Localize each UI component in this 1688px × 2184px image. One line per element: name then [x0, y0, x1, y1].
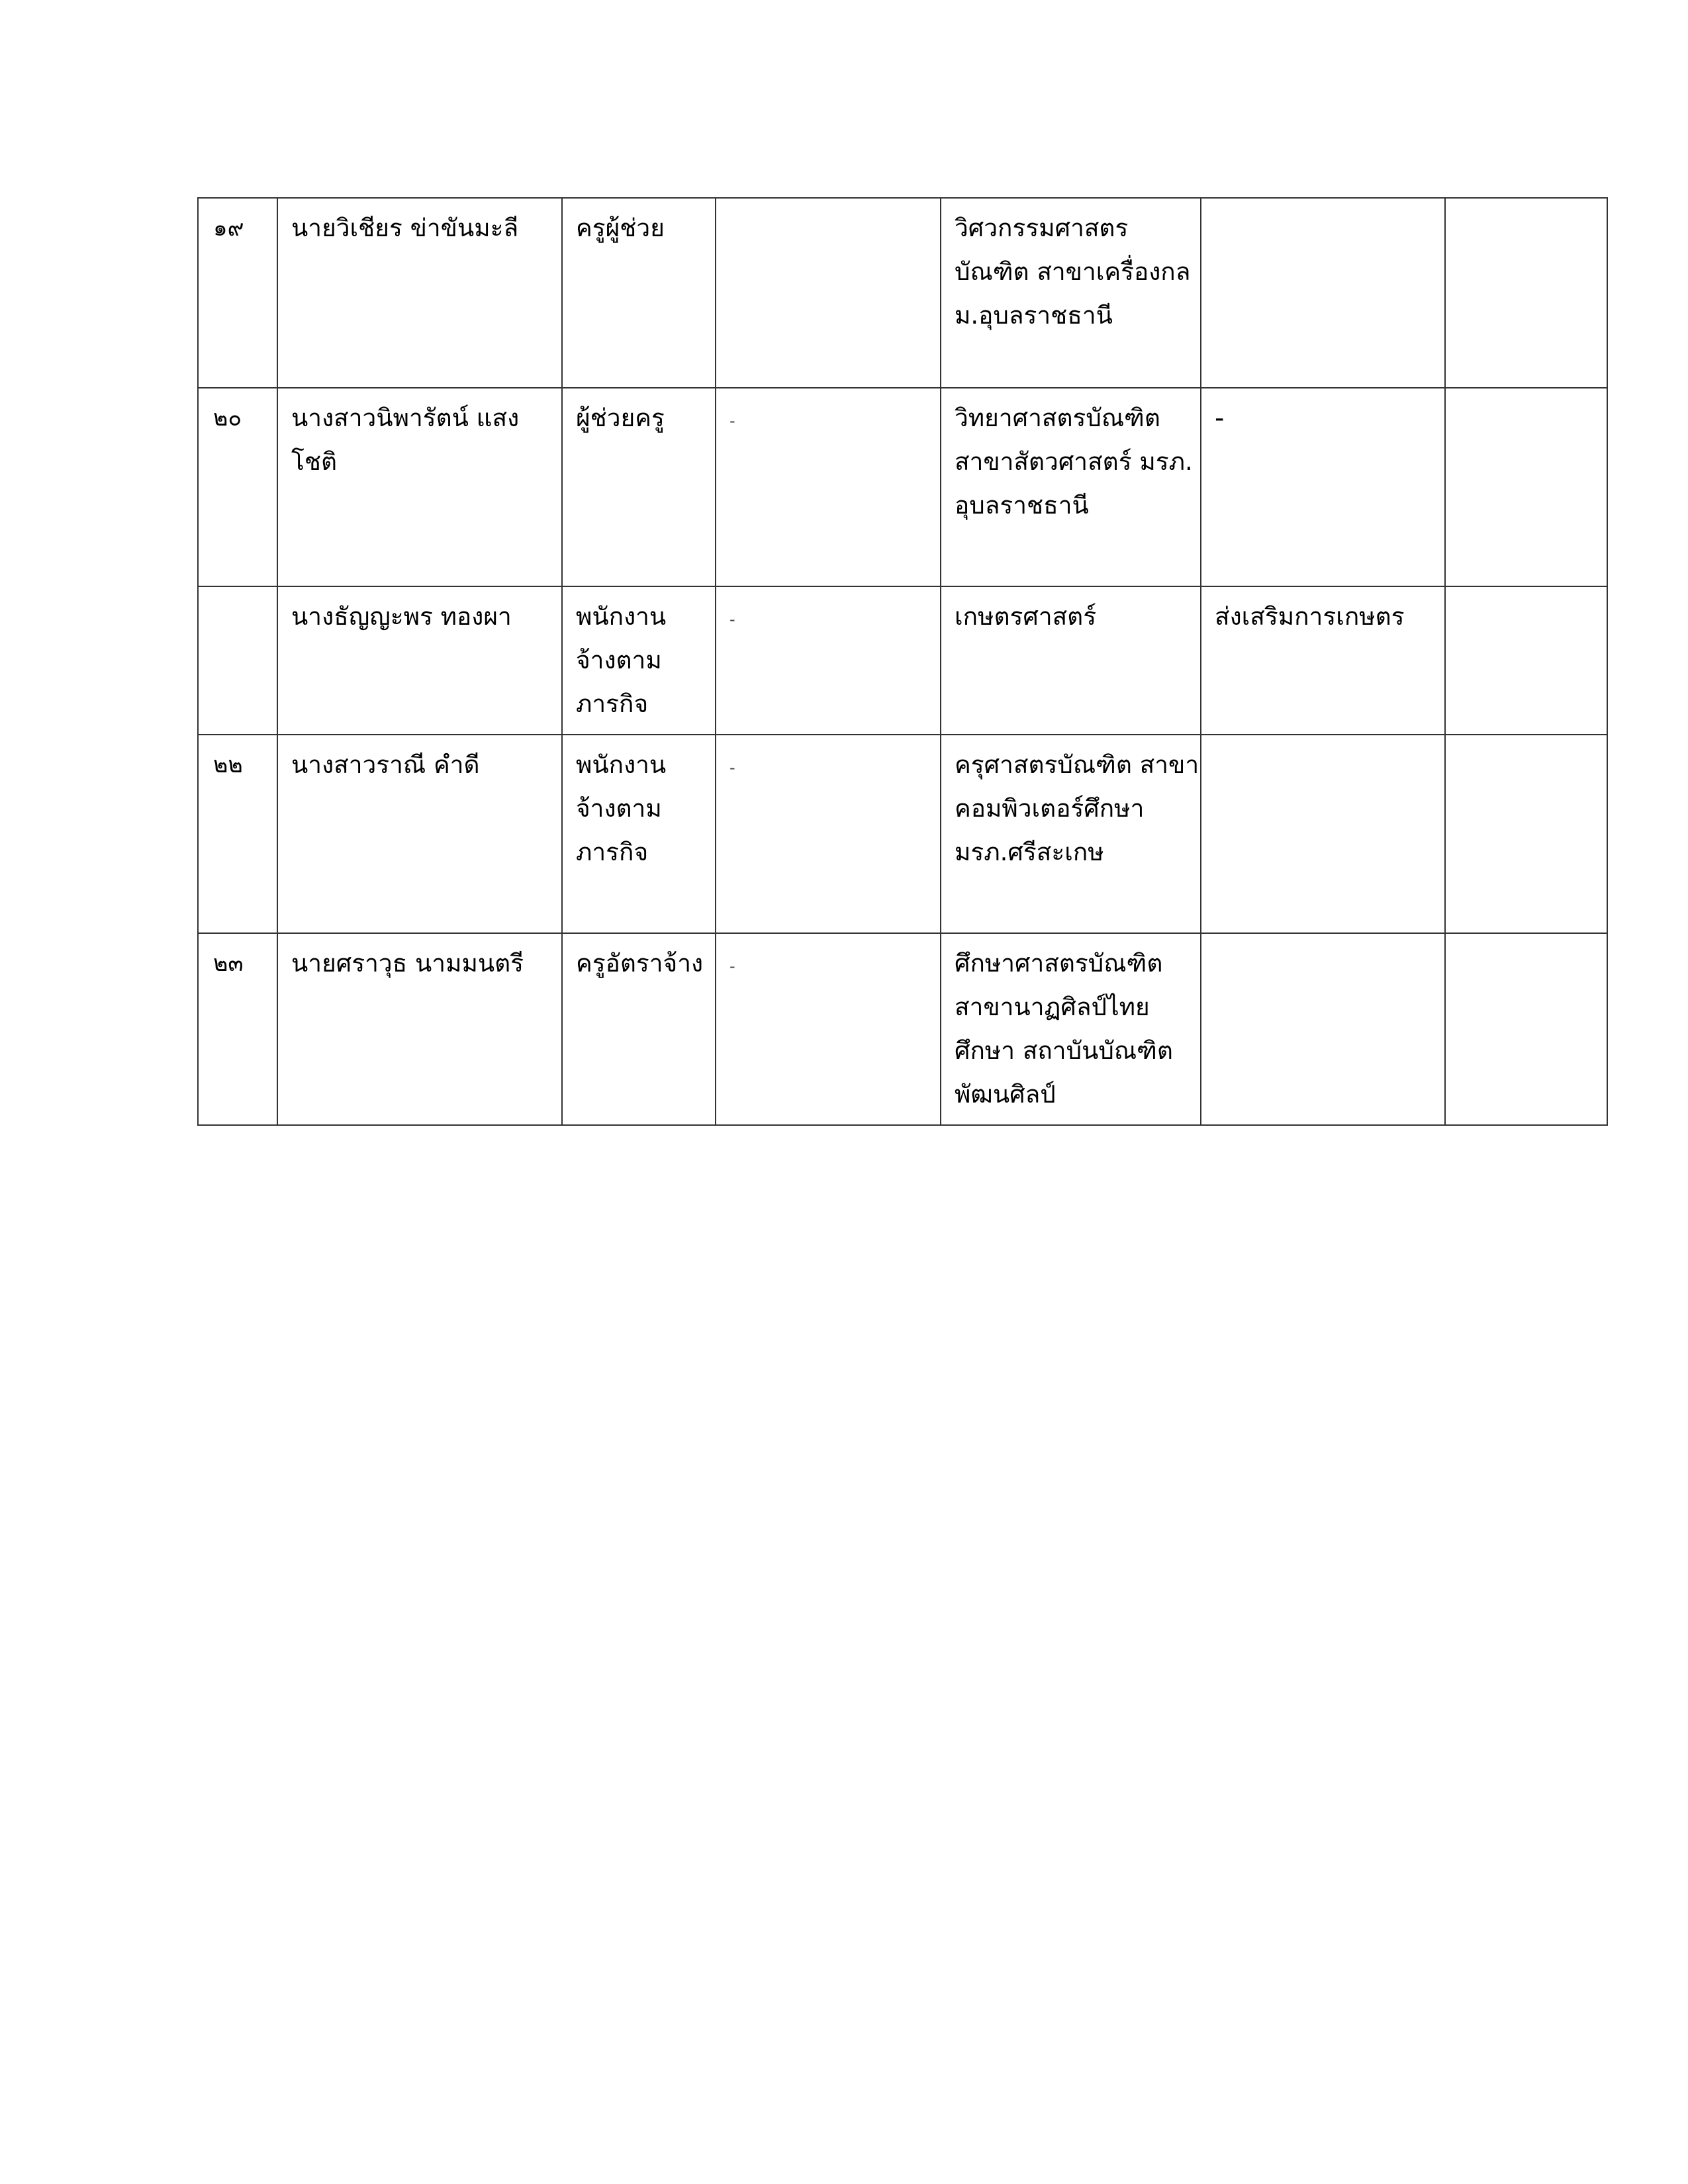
column-7-cell [1445, 198, 1607, 388]
education-line: สาขาสัตวศาสตร์ มรภ. [955, 447, 1193, 476]
name-line: นางธัญญะพร ทองผา [291, 602, 512, 631]
name-cell [277, 933, 562, 1125]
column-7-cell [1445, 586, 1607, 735]
education-line: บัณฑิต สาขาเครื่องกล [955, 257, 1191, 286]
education-line: อุบลราชธานี [955, 491, 1089, 520]
education-cell [941, 933, 1201, 1125]
column-6-cell [1201, 735, 1445, 933]
column-6-cell [1201, 388, 1445, 586]
education-line: ครุศาสตรบัณฑิต สาขา [955, 751, 1199, 779]
position-cell [562, 586, 716, 735]
column-4-cell [716, 933, 941, 1125]
position-line: จ้างตาม [576, 794, 662, 823]
position-line: พนักงาน [576, 602, 667, 631]
column-4-cell [716, 586, 941, 735]
position-line: จ้างตาม [576, 646, 662, 674]
name-cell [277, 388, 562, 586]
column-6-cell [1201, 198, 1445, 388]
dash-mark: - [1215, 403, 1225, 433]
education-cell [941, 198, 1201, 388]
position-line: ภารกิจ [576, 838, 649, 866]
table-row [198, 198, 1607, 388]
education-line: มรภ.ศรีสะเกษ [955, 838, 1104, 866]
position-line: ครูอัตราจ้าง [576, 949, 704, 978]
column-7-cell [1445, 735, 1607, 933]
name-cell [277, 198, 562, 388]
table-row [198, 586, 1607, 735]
name-line: โชติ [291, 447, 338, 476]
column-7-cell [1445, 388, 1607, 586]
position-cell [562, 388, 716, 586]
name-line: นายวิเชียร ข่าขันมะลี [291, 214, 519, 242]
dash-mark: - [729, 610, 735, 629]
name-line: นางสาวนิพารัตน์ แสง [291, 404, 520, 432]
position-line: ภารกิจ [576, 690, 649, 718]
position-cell [562, 735, 716, 933]
position-line: ครูผู้ช่วย [576, 214, 665, 242]
position-cell [562, 198, 716, 388]
education-line: คอมพิวเตอร์ศึกษา [955, 794, 1145, 823]
education-line: เกษตรศาสตร์ [955, 602, 1097, 631]
education-line: สาขานาฏศิลป์ไทย [955, 993, 1150, 1021]
position-cell [562, 933, 716, 1125]
name-cell [277, 586, 562, 735]
dash-mark: - [729, 957, 735, 976]
education-cell [941, 586, 1201, 735]
education-line: ม.อุบลราชธานี [955, 301, 1113, 330]
position-line: พนักงาน [576, 751, 667, 779]
column-7-cell [1445, 933, 1607, 1125]
education-line: วิทยาศาสตรบัณฑิต [955, 404, 1160, 432]
dash-mark: - [729, 412, 735, 430]
column-4-cell [716, 388, 941, 586]
row-number-cell: ๒๒ [198, 735, 277, 933]
dash-mark: - [729, 758, 735, 777]
column-4-cell [716, 198, 941, 388]
table-row [198, 388, 1607, 586]
column-6-cell: ส่งเสริมการเกษตร [1201, 586, 1445, 735]
row-number-cell [198, 586, 277, 735]
name-line: นางสาวราณี คำดี [291, 751, 480, 779]
table-row [198, 933, 1607, 1125]
education-line: ศึกษาศาสตรบัณฑิต [955, 949, 1163, 978]
education-cell [941, 735, 1201, 933]
education-line: วิศวกรรมศาสตร [955, 214, 1129, 242]
education-line: พัฒนศิลป์ [955, 1080, 1056, 1109]
education-cell [941, 388, 1201, 586]
row-number-cell: ๑๙ [198, 198, 277, 388]
name-line: นายศราวุธ นามมนตรี [291, 949, 524, 978]
column-4-cell [716, 735, 941, 933]
education-line: ศึกษา สถาบันบัณฑิต [955, 1036, 1173, 1065]
row-number-cell: ๒๓ [198, 933, 277, 1125]
name-cell [277, 735, 562, 933]
staff-table [197, 197, 1608, 1126]
table-row [198, 735, 1607, 933]
position-line: ผู้ช่วยครู [576, 404, 665, 432]
row-number-cell: ๒๐ [198, 388, 277, 586]
column-6-cell [1201, 933, 1445, 1125]
